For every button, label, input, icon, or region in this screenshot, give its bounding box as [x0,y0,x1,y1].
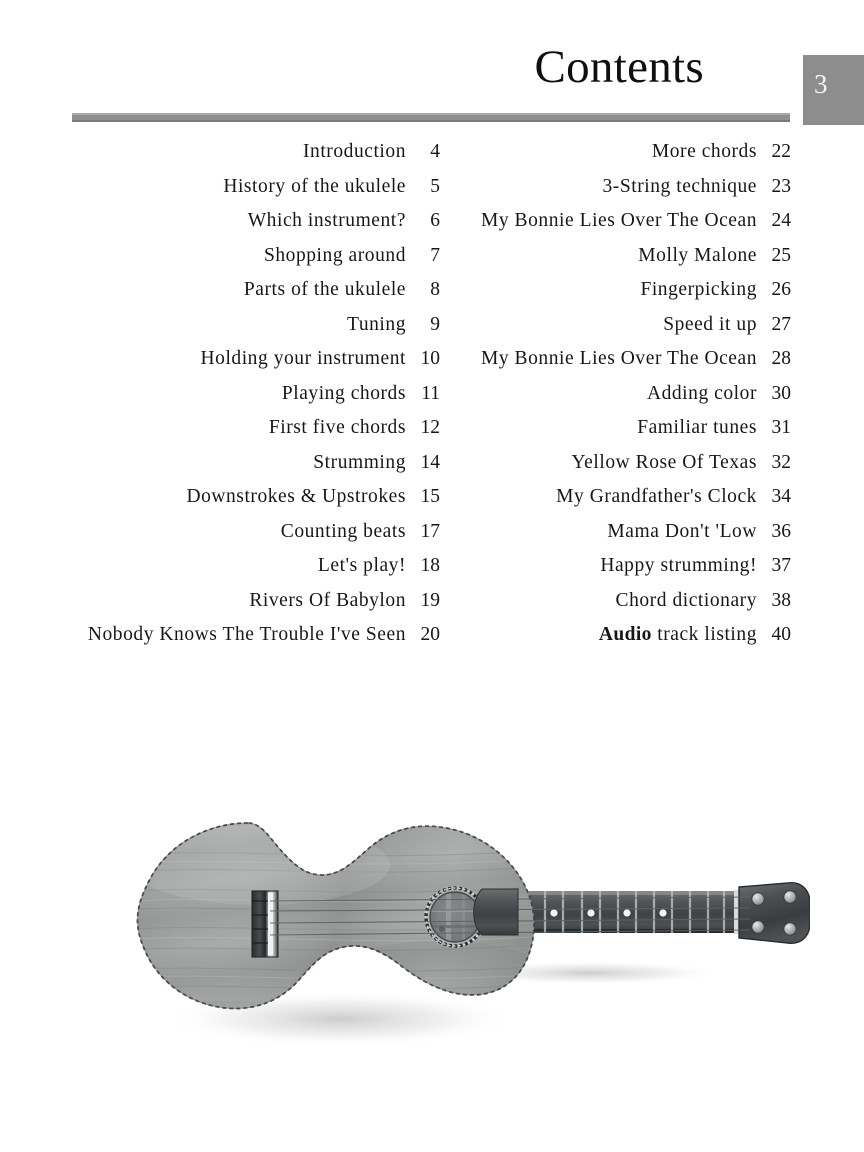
toc-entry[interactable] [40,279,440,314]
toc-entry[interactable] [40,555,440,590]
toc-entry[interactable] [420,521,791,556]
toc-entry-label: Introduction [303,141,406,162]
toc-entry[interactable] [40,245,440,280]
toc-entry[interactable] [420,348,791,383]
toc-entry[interactable] [420,245,791,280]
page-header [0,0,864,140]
toc-entry-label: Playing chords [281,382,406,404]
page-number-box [803,55,864,125]
toc-entry[interactable] [420,452,791,487]
toc-entry-label: Holding your instrument [200,348,406,369]
toc-entry-label: 3-String technique [602,175,757,197]
bridge-saddle [268,893,273,955]
toc-entry[interactable] [420,486,791,521]
header-rule [72,113,790,122]
toc-right-column [420,141,791,659]
toc-entry-page-number: 34 [771,486,791,507]
toc-entry-page-number: 25 [771,244,791,266]
page-number: 3 [814,69,828,99]
toc-entry-page-number: 32 [771,451,791,473]
ukulele-photograph [110,805,810,1055]
toc-entry-label: My Bonnie Lies Over The Ocean [480,210,757,231]
toc-entry-label: Tuning [347,313,406,335]
toc-entry-page-number: 10 [420,348,440,369]
toc-entry-page-number: 36 [771,520,791,542]
toc-entry-page-number: 5 [430,175,440,197]
toc-entry[interactable] [40,383,440,418]
toc-entry-label: Speed it up [663,313,757,335]
toc-entry-page-number: 22 [771,141,791,162]
toc-entry-page-number: 8 [430,279,440,300]
toc-entry-page-number: 26 [771,279,791,300]
ukulele-headstock [739,883,810,944]
toc-entry[interactable] [420,210,791,245]
toc-entry-page-number: 37 [771,555,791,576]
toc-entry-page-number: 38 [771,589,791,611]
toc-entry-page-number: 20 [420,624,440,645]
toc-entry[interactable] [40,590,440,625]
toc-entry[interactable] [420,555,791,590]
toc-entry-page-number: 14 [420,451,440,473]
toc-entry[interactable] [420,417,791,452]
toc-entry-label: Yellow Rose Of Texas [571,451,757,473]
toc-entry-label: Let's play! [317,555,406,576]
toc-entry-page-number: 6 [430,210,440,231]
toc-entry[interactable] [420,279,791,314]
toc-entry-page-number: 7 [430,244,440,266]
toc-entry-label: Shopping around [263,244,406,266]
toc-entry-page-number: 12 [420,417,440,438]
toc-entry-page-number: 28 [771,348,791,369]
toc-entry-page-number: 27 [771,313,791,335]
toc-entry-page-number: 18 [420,555,440,576]
toc-entry-page-number: 31 [771,417,791,438]
toc-entry[interactable] [40,624,440,659]
ukulele-neck [514,890,740,934]
toc-entry-label: Fingerpicking [640,279,757,300]
toc-entry[interactable] [420,176,791,211]
toc-entry[interactable] [40,210,440,245]
toc-entry-page-number: 30 [771,382,791,404]
toc-entry-label: Audio track listing [598,624,757,645]
toc-entry[interactable] [40,176,440,211]
toc-entry[interactable] [40,486,440,521]
toc-entry-label: Nobody Knows The Trouble I've Seen [87,624,406,645]
toc-entry-label: Which instrument? [247,210,406,231]
toc-entry-label: Parts of the ukulele [243,279,406,300]
toc-entry-page-number: 17 [420,520,440,542]
toc-left-column [40,141,440,659]
toc-entry[interactable] [40,452,440,487]
toc-entry-label: Molly Malone [638,244,757,266]
toc-entry[interactable] [40,314,440,349]
toc-entry-label: My Grandfather's Clock [556,486,757,507]
toc-entry-page-number: 24 [771,210,791,231]
toc-entry-page-number: 11 [421,382,440,404]
page-title: Contents [534,41,704,93]
toc-entry-label: History of the ukulele [223,175,406,197]
toc-entry-label: Counting beats [280,520,406,542]
toc-entry[interactable] [420,624,791,659]
neck-heel [474,889,518,935]
toc-entry-page-number: 4 [430,141,440,162]
toc-entry-label: Happy strumming! [600,555,757,576]
ukulele-illustration [110,805,810,1055]
toc-entry-label: My Bonnie Lies Over The Ocean [480,348,757,369]
toc-entry-page-number: 40 [771,624,791,645]
toc-entry-page-number: 23 [771,175,791,197]
toc-entry-label: Adding color [646,382,757,404]
toc-entry[interactable] [420,383,791,418]
toc-entry[interactable] [420,590,791,625]
toc-entry-label: Chord dictionary [615,589,757,611]
toc-entry-label: Rivers Of Babylon [249,589,406,611]
toc-entry[interactable] [40,348,440,383]
toc-entry-page-number: 19 [420,589,440,611]
toc-entry-label: Strumming [313,451,406,473]
toc-entry-page-number: 9 [430,313,440,335]
toc-entry-label: First five chords [268,417,406,438]
toc-entry-label-emphasis: Audio [598,624,652,645]
toc-entry-label: Familiar tunes [637,417,757,438]
toc-entry-page-number: 15 [420,486,440,507]
toc-entry-label: Mama Don't 'Low [607,520,757,542]
toc-entry[interactable] [420,141,791,176]
toc-entry-label: More chords [651,141,757,162]
toc-entry[interactable] [40,141,440,176]
toc-entry[interactable] [40,521,440,556]
toc-entry[interactable] [420,314,791,349]
toc-entry[interactable] [40,417,440,452]
toc-entry-label: Downstrokes & Upstrokes [186,486,406,507]
